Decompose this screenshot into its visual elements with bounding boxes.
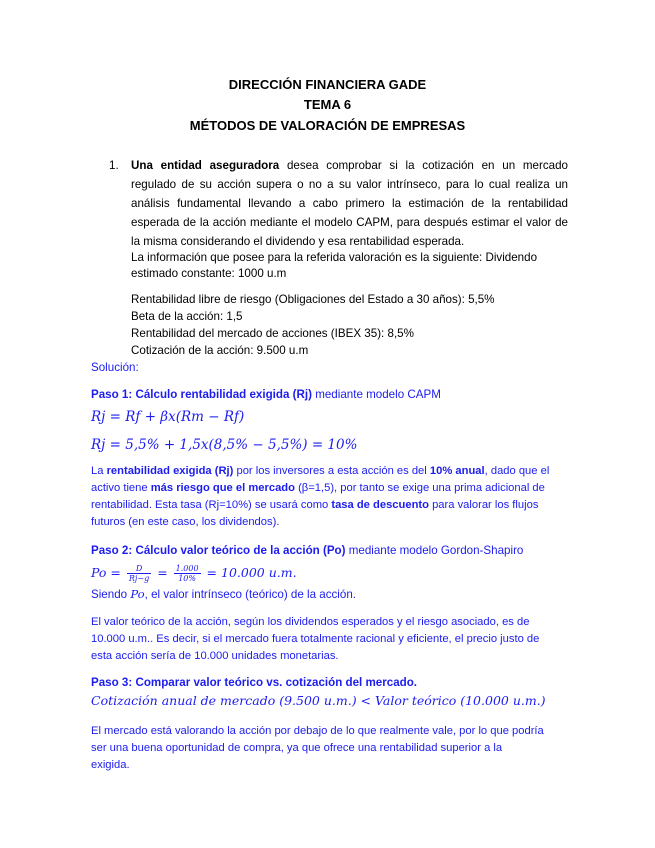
step-1-heading [91, 385, 441, 404]
equals: = [157, 565, 168, 580]
step-3-heading: Paso 3: Comparar valor teórico vs. cotización del mercado. [91, 676, 418, 689]
step-2-method: mediante modelo Gordon-Shapiro [345, 544, 524, 557]
numerator: D [127, 564, 151, 574]
formula-result: = 10.000 u.m. [206, 565, 297, 580]
step-3-explanation-1: El mercado está valorando la acción por debajo de lo que realmente vale, por lo que podría [91, 725, 544, 737]
data-price: Cotización de la acción: 9.500 u.m [131, 344, 309, 357]
data-market-return: Rentabilidad del mercado de acciones (IBEX 35): 8,5% [131, 327, 414, 340]
company-label: Una entidad aseguradora [131, 159, 280, 172]
denominator: Rj−g [128, 574, 150, 583]
fraction-d-over-rj-g [127, 564, 151, 583]
problem-line-2: regulado de su acción supera o no a su valor intrínseco, para lo cual realiza un [131, 178, 568, 191]
text: (β=1,5), por tanto se exige una prima adicional de [294, 482, 545, 494]
step-1-explanation-2 [91, 480, 545, 497]
course-title: DIRECCIÓN FINANCIERA GADE [228, 77, 427, 92]
gordon-formula [91, 562, 297, 584]
step-2-definition [91, 585, 356, 604]
numerator: 1.000 [175, 564, 199, 573]
step-2-explanation-3: esta acción sería de 10.000 unidades monetarias. [91, 650, 339, 662]
po-symbol: Po [130, 587, 145, 601]
problem-line-5: la misma considerando el dividendo y esa rentabilidad esperada. [131, 235, 465, 248]
step-1-explanation-1 [91, 463, 549, 480]
text-bold: 10% anual [429, 465, 485, 477]
text: por los inversores a esta acción es del [233, 465, 430, 477]
data-beta: Beta de la acción: 1,5 [131, 310, 243, 323]
text: para valorar los flujos [428, 499, 539, 511]
text: La [91, 465, 107, 477]
capm-calculation: Rj = 5,5% + 1,5x(8,5% − 5,5%) = 10% [91, 437, 358, 453]
text-bold: tasa de descuento [331, 499, 429, 511]
problem-line-7: estimado constante: 1000 u.m [131, 267, 287, 280]
text: rentabilidad. Esta tasa (Rj=10%) se usará como [91, 499, 332, 511]
topic-number: TEMA 6 [303, 97, 352, 112]
data-risk-free: Rentabilidad libre de riesgo (Obligaciones del Estado a 30 años): 5,5% [131, 293, 495, 306]
denominator: 10% [178, 574, 196, 583]
step-2-explanation-2: 10.000 u.m.. Es decir, si el mercado fuera totalmente racional y eficiente, el precio justo de [91, 633, 540, 645]
problem-line-3: análisis fundamental llevando a cabo primero la estimación de la rentabilidad [131, 197, 568, 210]
problem-line-1 [131, 156, 568, 175]
fraction-1000-over-10 [174, 564, 201, 583]
problem-line-6: La información que posee para la referida valoración es la siguiente: Dividendo [131, 251, 538, 264]
step-3-explanation-2: ser una buena oportunidad de compra, ya que ofrece una rentabilidad superior a la [91, 742, 503, 754]
step-2-title: Paso 2: Cálculo valor teórico de la acción (Po) [91, 544, 346, 557]
step-2-explanation-1: El valor teórico de la acción, según los dividendos esperados y el riesgo asociado, es de [91, 616, 530, 628]
text: activo tiene [91, 482, 151, 494]
problem-text: desea comprobar si la cotización en un mercado [279, 159, 568, 172]
step-1-explanation-3 [91, 497, 538, 514]
text-bold: rentabilidad exigida (Rj) [106, 465, 234, 477]
step-1-method: mediante modelo CAPM [311, 388, 441, 401]
topic-title: MÉTODOS DE VALORACIÓN DE EMPRESAS [189, 118, 466, 133]
step-3-explanation-3: exigida. [91, 759, 130, 771]
capm-formula: Rj = Rf + βx(Rm − Rf) [91, 409, 245, 425]
solution-label: Solución: [91, 361, 139, 374]
problem-line-4: esperada de la acción mediante el modelo CAPM, para después estimar el valor de [131, 216, 568, 229]
comparison-formula: Cotización anual de mercado (9.500 u.m.) < Valor teórico (10.000 u.m.) [91, 693, 546, 708]
step-1-title: Paso 1: Cálculo rentabilidad exigida (Rj) [91, 388, 312, 401]
formula-left: Po = [91, 565, 121, 580]
text: , dado que el [484, 465, 550, 477]
list-number: 1. [109, 159, 119, 172]
step-2-heading [91, 541, 523, 560]
text-bold: más riesgo que el mercado [150, 482, 295, 494]
text: , el valor intrínseco (teórico) de la acción. [144, 588, 357, 601]
step-1-explanation-4: futuros (en este caso, los dividendos). [91, 516, 280, 528]
text: Siendo [91, 588, 131, 601]
